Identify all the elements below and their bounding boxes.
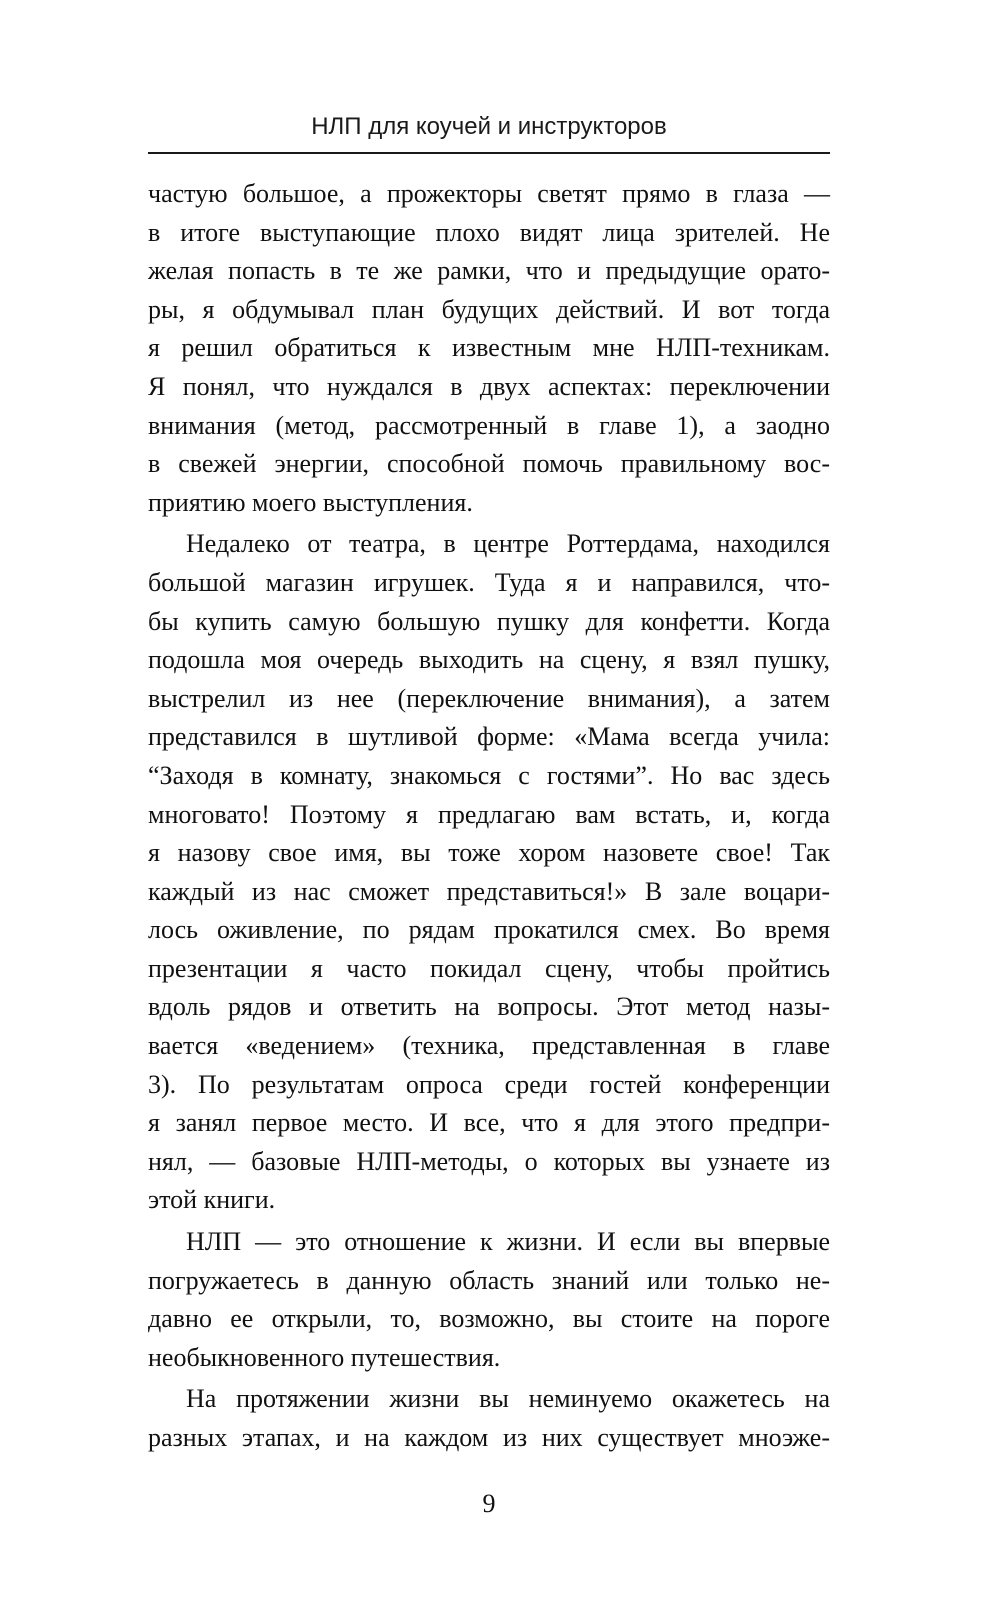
body-text (148, 175, 830, 1458)
text-line: многовато! Поэтому я предлагаю вам встать, и, когда (148, 799, 830, 829)
text-line: давно ее открыли, то, возможно, вы стоите на пороге (148, 1304, 830, 1334)
text-line: Недалеко от театра, в центре Роттердама, находился (186, 529, 830, 559)
text-line: нял, — базовые НЛП-методы, о которых вы узнаете из (148, 1146, 830, 1176)
header-rule (148, 152, 830, 154)
paragraph-2 (148, 525, 830, 1220)
text-line: представился в шутливой форме: «Мама всегда учила: (148, 722, 830, 752)
text-line: Я понял, что нуждался в двух аспектах: переключении (148, 371, 830, 401)
text-line: выстрелил из нее (переключение внимания), а затем (148, 683, 830, 713)
text-line: ры, я обдумывал план будущих действий. И вот тогда (148, 294, 830, 324)
text-line: я занял первое место. И все, что я для этого предпри- (148, 1108, 830, 1138)
text-line: частую большое, а прожекторы светят прямо в глаза — (148, 179, 830, 208)
text-line: бы купить самую большую пушку для конфетти. Когда (148, 606, 830, 636)
text-line: в свежей энергии, способной помочь правильному вос- (148, 449, 830, 479)
text-line: я решил обратиться к известным мне НЛП-техникам. (148, 333, 830, 363)
text-line: этой книги. (148, 1185, 276, 1215)
text-line: большой магазин игрушек. Туда я и направился, что- (148, 567, 830, 597)
text-line: разных этапах, и на каждом из них существует мноэже- (148, 1423, 830, 1452)
text-line: приятию моего выступления. (148, 487, 473, 517)
paragraph-3 (148, 1223, 830, 1377)
paragraph-4 (148, 1380, 830, 1457)
text-line: каждый из нас сможет представиться!» В зале воцари- (148, 876, 830, 906)
running-head: НЛП для коучей и инструкторов (311, 113, 667, 140)
text-line: необыкновенного путешествия. (148, 1342, 501, 1372)
text-line: погружаетесь в данную область знаний или только не- (148, 1265, 830, 1295)
text-line: внимания (метод, рассмотренный в главе 1), а заодно (148, 410, 830, 440)
text-line: НЛП — это отношение к жизни. И если вы впервые (186, 1227, 830, 1257)
text-line: подошла моя очередь выходить на сцену, я взял пушку, (148, 645, 830, 675)
text-line: презентации я часто покидал сцену, чтобы пройтись (148, 953, 830, 983)
text-line: вается «ведением» (техника, представленная в главе (148, 1031, 830, 1061)
paragraph-1 (148, 175, 830, 522)
text-line: в итоге выступающие плохо видят лица зрителей. Не (148, 217, 830, 247)
text-line: вдоль рядов и ответить на вопросы. Этот метод назы- (148, 992, 830, 1022)
text-line: 3). По результатам опроса среди гостей конференции (148, 1069, 830, 1099)
text-line: желая попасть в те же рамки, что и предыдущие орато- (148, 256, 830, 286)
text-line: я назову свое имя, вы тоже хором назовете свое! Так (148, 838, 830, 868)
page-number: 9 (482, 1489, 496, 1518)
text-line: лось оживление, по рядам прокатился смех. Во время (148, 915, 830, 945)
text-line: На протяжении жизни вы неминуемо окажетесь на (186, 1384, 830, 1414)
text-line: “Заходя в комнату, знакомься с гостями”. Но вас здесь (148, 760, 830, 790)
